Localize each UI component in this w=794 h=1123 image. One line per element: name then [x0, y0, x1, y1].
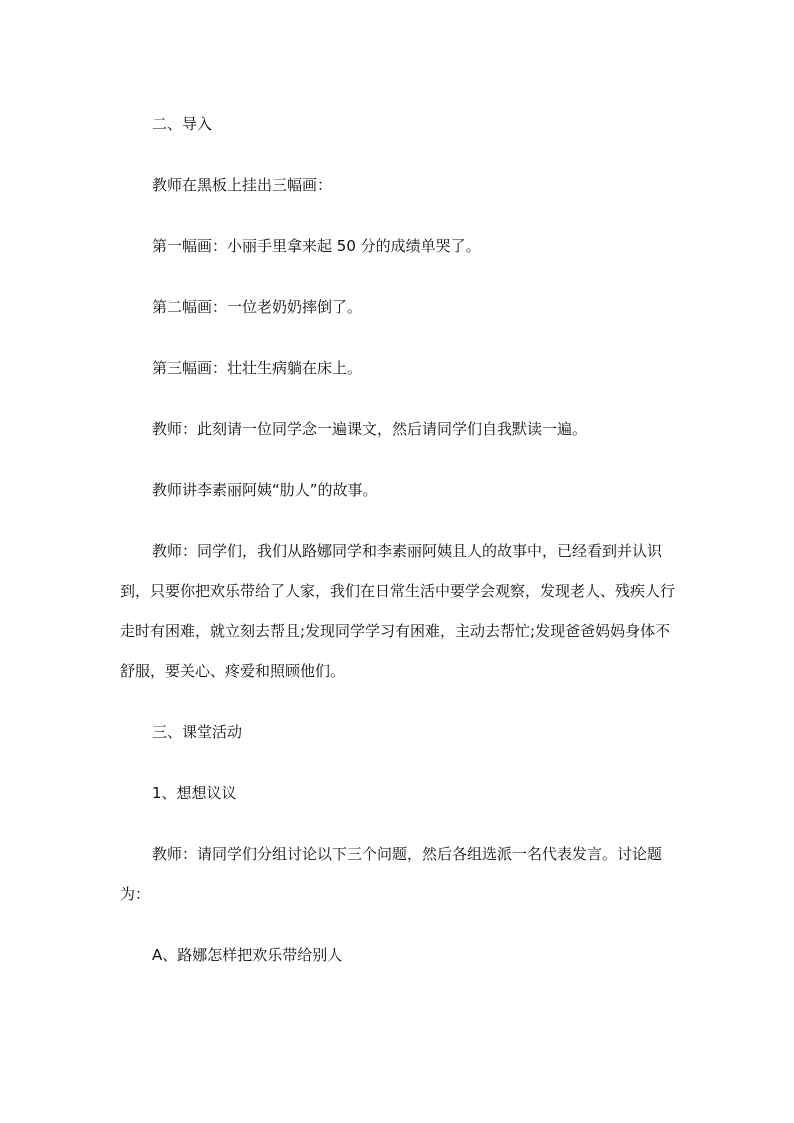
- section-heading-intro: 二、导入: [152, 115, 213, 133]
- discussion-question-a: A、路娜怎样把欢乐带给别人: [152, 946, 343, 964]
- paragraph-gap: [120, 813, 680, 834]
- paragraph-gap: [120, 510, 680, 531]
- paragraph-picture-one: 第一幅画：小丽手里拿来起 50 分的成绩单哭了。: [152, 237, 481, 255]
- paragraph-gap: [120, 691, 680, 712]
- paragraph-reading: 教师：此刻请一位同学念一遍课文，然后请同学们自我默读一遍。: [152, 420, 588, 438]
- paragraph-gap: [120, 914, 680, 935]
- document-body: [120, 104, 680, 975]
- paragraph-blackboard: 教师在黑板上挂出三幅画：: [152, 176, 333, 194]
- paragraph-group-discussion: 教师：请同学们分组讨论以下三个问题，然后各组选派一名代表发言。讨论题为：: [120, 845, 663, 903]
- paragraph-gap: [120, 388, 680, 409]
- paragraph-gap: [120, 449, 680, 470]
- paragraph-gap: [120, 205, 680, 226]
- paragraph-gap: [120, 752, 680, 773]
- paragraph-gap: [120, 144, 680, 165]
- section-heading-activity: 三、课堂活动: [152, 723, 243, 741]
- paragraph-gap: [120, 266, 680, 287]
- subheading-think-discuss: 1、想想议议: [152, 784, 237, 802]
- paragraph-story: 教师讲李素丽阿姨“肋人”的故事。: [152, 481, 378, 499]
- paragraph-picture-three: 第三幅画：壮壮生病躺在床上。: [152, 359, 363, 377]
- paragraph-picture-two: 第二幅画：一位老奶奶摔倒了。: [152, 298, 363, 316]
- paragraph-gap: [120, 327, 680, 348]
- paragraph-discussion-summary: 教师：同学们，我们从路娜同学和李素丽阿姨且人的故事中，已经看到并认识到，只要你把欢乐带给了人家，我们在日常生活中要学会观察，发现老人、残疾人行走时有困难，就立刻去帮且;发现同学学习有困难，主动去帮忙;发现爸爸妈妈身体不舒服，要关心、疼爱和照顾他们。: [120, 542, 676, 680]
